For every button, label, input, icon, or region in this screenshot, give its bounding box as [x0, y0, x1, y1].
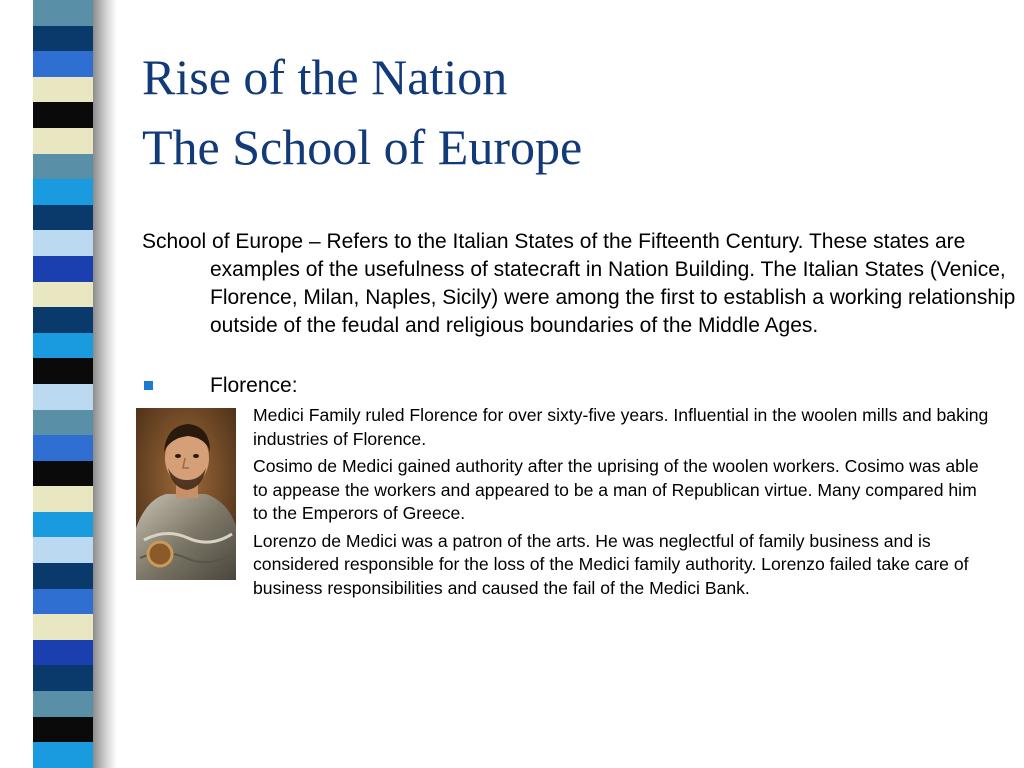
stripe-segment	[33, 282, 93, 308]
slide-title-line-2: The School of Europe	[142, 119, 583, 175]
stripe-segment	[33, 26, 93, 52]
stripe-segment	[33, 486, 93, 512]
bullet-label: Florence:	[210, 374, 298, 397]
stripe-segment	[33, 102, 93, 128]
stripe-segment	[33, 205, 93, 231]
decorative-stripe-bar	[33, 0, 93, 768]
stripe-segment	[33, 742, 93, 768]
stripe-segment	[33, 0, 93, 26]
stripe-segment	[33, 717, 93, 743]
square-bullet-icon	[144, 381, 153, 390]
sub-item: Cosimo de Medici gained authority after the uprising of the woolen workers. Cosimo was able to appease the workers and appeared to be a man of Republican virtue. Many compared him to the Emperors of Greece.	[253, 456, 979, 523]
stripe-segment	[33, 51, 93, 77]
stripe-segment	[33, 154, 93, 180]
stripe-segment	[33, 461, 93, 487]
stripe-segment	[33, 128, 93, 154]
portrait-image	[136, 408, 236, 580]
stripe-segment	[33, 563, 93, 589]
sub-item: Medici Family ruled Florence for over sixty-five years. Influential in the woolen mills and baking industries of Florence.	[253, 405, 989, 449]
stripe-bar-shadow	[93, 0, 117, 768]
stripe-segment	[33, 307, 93, 333]
sub-item: Lorenzo de Medici was a patron of the arts. He was neglectful of family business and is considered responsible for the loss of the Medici family authority. Lorenzo failed take care of business responsibilities and caused the fail of the Medici Bank.	[253, 530, 969, 598]
stripe-segment	[33, 256, 93, 282]
stripe-segment	[33, 614, 93, 640]
stripe-segment	[33, 230, 93, 256]
stripe-segment	[33, 640, 93, 666]
stripe-segment	[33, 179, 93, 205]
stripe-segment	[33, 384, 93, 410]
stripe-segment	[33, 665, 93, 691]
intro-paragraph: School of Europe – Refers to the Italian States of the Fifteenth Century. These states are examples of the usefulness of statecraft in Nation Building. The Italian States (Venice, Florence, Milan, Naples, Sicily) were among the first to establish a working relationship outside of the feudal and religious boundaries of the Middle Ages.	[142, 230, 1016, 337]
stripe-segment	[33, 691, 93, 717]
stripe-segment	[33, 77, 93, 103]
portrait-icon	[136, 408, 236, 580]
sub-item-list	[253, 404, 993, 604]
stripe-segment	[33, 589, 93, 615]
stripe-segment	[33, 537, 93, 563]
stripe-segment	[33, 435, 93, 461]
slide-title-line-1: Rise of the Nation	[142, 49, 508, 105]
stripe-segment	[33, 410, 93, 436]
stripe-segment	[33, 358, 93, 384]
stripe-segment	[33, 512, 93, 538]
stripe-segment	[33, 333, 93, 359]
slide-title	[142, 42, 582, 182]
